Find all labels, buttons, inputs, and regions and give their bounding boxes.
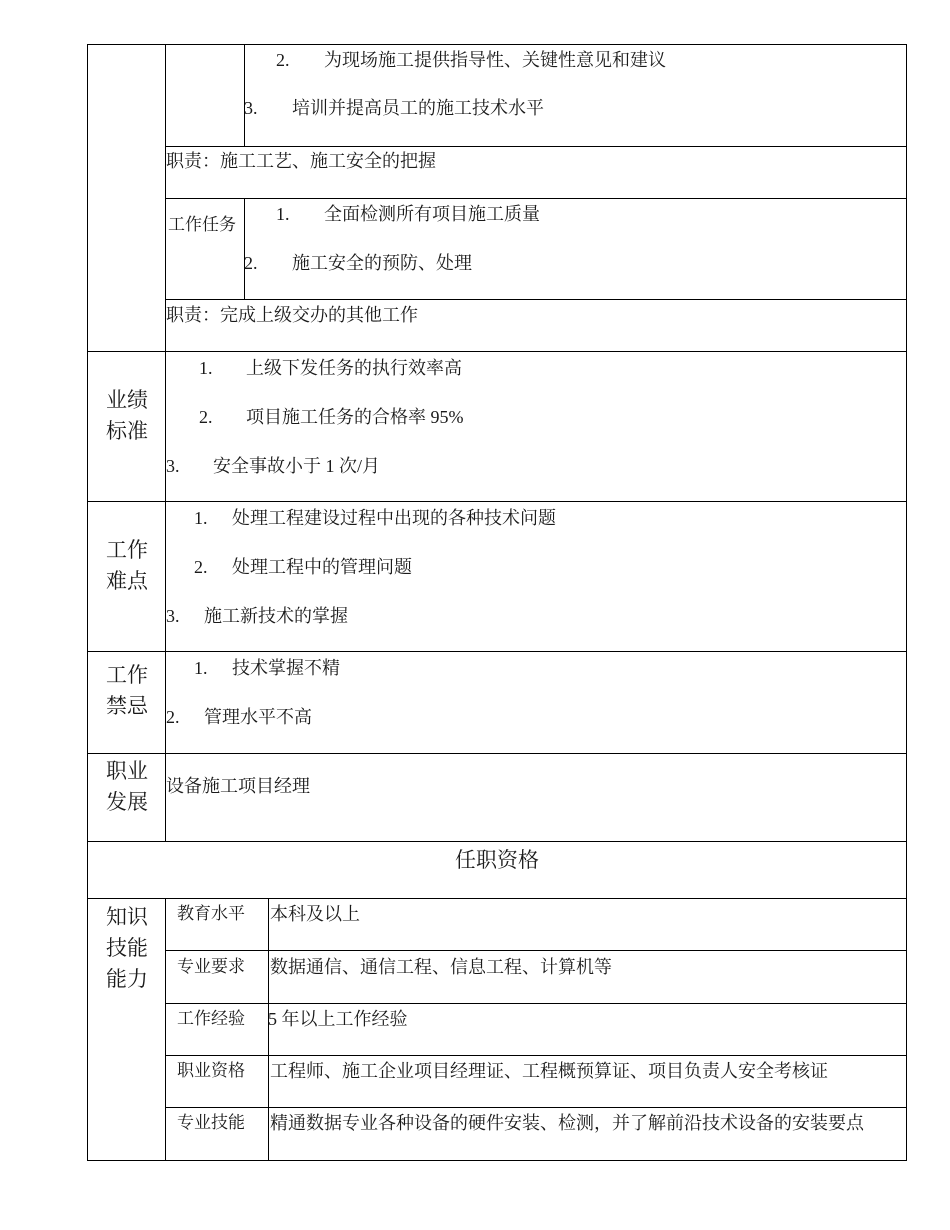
row-divider [165,1107,907,1108]
table-border-bottom [87,1160,907,1161]
list-number: 2. [166,707,180,727]
list-number: 3. [244,98,258,118]
knowledge-row-label: 专业技能 [177,1113,245,1132]
task-label: 工作任务 [168,215,236,234]
list-item: 上级下发任务的执行效率高 [246,358,462,378]
knowledge-row-value: 5 年以上工作经验 [268,1009,408,1029]
knowledge-label: 知识技能能力 [106,905,148,991]
row-divider [165,950,907,951]
table-border-right [906,44,907,1161]
row-divider [165,1055,907,1056]
section-divider [87,753,907,754]
row-divider [165,1003,907,1004]
list-item: 管理水平不高 [204,707,312,727]
list-number: 3. [166,456,180,476]
list-item: 项目施工任务的合格率 95% [246,407,464,427]
knowledge-row-label: 职业资格 [177,1061,245,1080]
list-item: 为现场施工提供指导性、关键性意见和建议 [324,50,666,70]
list-item: 技术掌握不精 [232,658,340,678]
duty-text: 职责：施工工艺、施工安全的把握 [166,151,436,171]
section-divider [87,351,907,352]
career-value: 设备施工项目经理 [166,776,310,796]
taboo-label: 工作禁忌 [106,663,148,718]
list-item: 施工安全的预防、处理 [292,253,472,273]
list-number: 2. [244,253,258,273]
knowledge-row-label: 工作经验 [177,1009,245,1028]
knowledge-row-value: 工程师、施工企业项目经理证、工程概预算证、项目负责人安全考核证 [270,1061,828,1081]
list-number: 1. [199,358,213,378]
knowledge-row-label: 专业要求 [177,957,245,976]
list-number: 2. [194,557,208,577]
section-divider [87,651,907,652]
row-divider [165,198,907,199]
list-number: 2. [199,407,213,427]
list-number: 1. [276,204,290,224]
table-border-left [87,44,88,1161]
knowledge-row-value: 精通数据专业各种设备的硬件安装、检测，并了解前沿技术设备的安装要点 [270,1113,864,1133]
list-item: 处理工程建设过程中出现的各种技术问题 [232,508,556,528]
performance-label: 业绩标准 [106,388,148,443]
difficulty-label: 工作难点 [106,538,148,593]
qualification-title: 任职资格 [455,848,539,872]
task-column-divider [244,198,245,299]
list-item: 培训并提高员工的施工技术水平 [292,98,544,118]
knowledge-row-label: 教育水平 [177,904,245,923]
career-label: 职业发展 [106,759,148,814]
list-number: 1. [194,658,208,678]
row-divider [165,299,907,300]
knowledge-row-value: 数据通信、通信工程、信息工程、计算机等 [270,957,612,977]
row-divider [165,146,907,147]
section-divider [87,501,907,502]
list-number: 1. [194,508,208,528]
task-column-divider [244,44,245,146]
list-item: 施工新技术的掌握 [204,606,348,626]
section-divider [87,898,907,899]
list-item: 安全事故小于 1 次/月 [213,456,381,476]
list-item: 处理工程中的管理问题 [232,557,412,577]
list-item: 全面检测所有项目施工质量 [324,204,540,224]
list-number: 3. [166,606,180,626]
label-column-divider-lower [165,898,166,1160]
list-number: 2. [276,50,290,70]
duty-text: 职责：完成上级交办的其他工作 [166,305,418,325]
section-divider [87,841,907,842]
knowledge-row-value: 本科及以上 [270,904,360,924]
table-border-top [87,44,907,45]
